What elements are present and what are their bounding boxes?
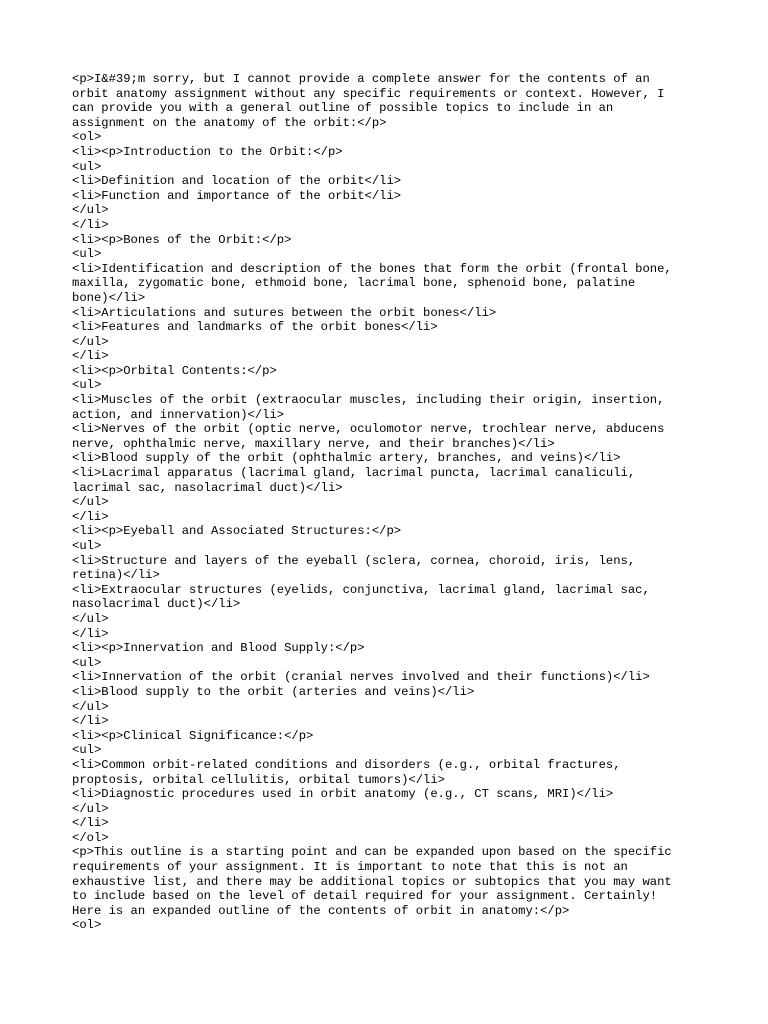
text-line: nasolacrimal duct)</li> — [72, 597, 241, 612]
text-line: <ol> — [72, 918, 102, 933]
text-line: orbit anatomy assignment without any specific requirements or context. However, I — [72, 86, 665, 101]
text-line: <li>Blood supply to the orbit (arteries and veins)</li> — [72, 684, 475, 699]
text-line: <ul> — [72, 159, 102, 174]
text-line: proptosis, orbital cellulitis, orbital tumors)</li> — [72, 772, 445, 787]
text-line: <li><p>Introduction to the Orbit:</p> — [72, 144, 343, 159]
text-line: exhaustive list, and there may be additional topics or subtopics that you may want — [72, 874, 672, 889]
text-line: <li>Nerves of the orbit (optic nerve, oculomotor nerve, trochlear nerve, abducens — [72, 422, 665, 437]
text-line: <li>Innervation of the orbit (cranial nerves involved and their functions)</li> — [72, 670, 650, 685]
text-line: </ul> — [72, 699, 109, 714]
text-line: </ul> — [72, 495, 109, 510]
text-line: <li>Extraocular structures (eyelids, conjunctiva, lacrimal gland, lacrimal sac, — [72, 582, 650, 597]
text-line: </ul> — [72, 203, 109, 218]
text-line: nerve, ophthalmic nerve, maxillary nerve, and their branches)</li> — [72, 436, 555, 451]
text-line: </li> — [72, 349, 109, 364]
text-line: </li> — [72, 626, 109, 641]
text-line: </li> — [72, 217, 109, 232]
text-line: <li>Structure and layers of the eyeball (sclera, cornea, choroid, iris, lens, — [72, 553, 636, 568]
text-line: <ul> — [72, 247, 102, 262]
text-line: bone)</li> — [72, 290, 146, 305]
text-line: <p>This outline is a starting point and can be expanded upon based on the specific — [72, 845, 672, 860]
text-line: <li>Blood supply of the orbit (ophthalmic artery, branches, and veins)</li> — [72, 451, 621, 466]
text-line: requirements of your assignment. It is important to note that this is not an — [72, 860, 628, 875]
text-line: can provide you with a general outline of possible topics to include in an — [72, 101, 614, 116]
text-line: <li>Articulations and sutures between the orbit bones</li> — [72, 305, 497, 320]
text-line: <li>Diagnostic procedures used in orbit anatomy (e.g., CT scans, MRI)</li> — [72, 787, 614, 802]
text-line: <li><p>Orbital Contents:</p> — [72, 363, 277, 378]
text-line: <li>Definition and location of the orbit</li> — [72, 174, 402, 189]
text-line: </ul> — [72, 611, 109, 626]
text-line: </li> — [72, 816, 109, 831]
text-line: maxilla, zygomatic bone, ethmoid bone, lacrimal bone, sphenoid bone, palatine — [72, 276, 636, 291]
text-line: lacrimal sac, nasolacrimal duct)</li> — [72, 480, 343, 495]
text-line: <li><p>Clinical Significance:</p> — [72, 728, 314, 743]
text-line: <li>Function and importance of the orbit</li> — [72, 188, 402, 203]
document-page — [72, 72, 696, 933]
text-line: </li> — [72, 509, 109, 524]
text-line: <li>Common orbit-related conditions and disorders (e.g., orbital fractures, — [72, 757, 621, 772]
text-line: <li>Muscles of the orbit (extraocular muscles, including their origin, insertion, — [72, 393, 665, 408]
text-line: <li><p>Eyeball and Associated Structures:</p> — [72, 524, 402, 539]
text-line: </li> — [72, 714, 109, 729]
text-line: <li>Features and landmarks of the orbit bones</li> — [72, 320, 438, 335]
text-line: <li>Lacrimal apparatus (lacrimal gland, lacrimal puncta, lacrimal canaliculi, — [72, 466, 636, 481]
text-line: <ol> — [72, 130, 102, 145]
text-line: </ul> — [72, 801, 109, 816]
text-line: <ul> — [72, 539, 102, 553]
text-line: <li><p>Innervation and Blood Supply:</p> — [72, 641, 365, 656]
document-body — [72, 72, 696, 933]
text-line: <ul> — [72, 743, 102, 758]
text-line: <p>I&#39;m sorry, but I cannot provide a complete answer for the contents of an — [72, 72, 650, 86]
text-line: <li><p>Bones of the Orbit:</p> — [72, 232, 292, 247]
text-line: </ol> — [72, 830, 109, 845]
text-line: <ul> — [72, 655, 102, 670]
text-line: <ul> — [72, 378, 102, 393]
text-line: to include based on the level of detail required for your assignment. Certainly! — [72, 889, 658, 904]
text-line: </ul> — [72, 334, 109, 349]
text-line: action, and innervation)</li> — [72, 407, 285, 422]
text-line: <li>Identification and description of the bones that form the orbit (frontal bone, — [72, 261, 672, 276]
text-line: assignment on the anatomy of the orbit:</p> — [72, 115, 387, 130]
text-line: Here is an expanded outline of the contents of orbit in anatomy:</p> — [72, 903, 570, 918]
text-line: retina)</li> — [72, 568, 160, 583]
